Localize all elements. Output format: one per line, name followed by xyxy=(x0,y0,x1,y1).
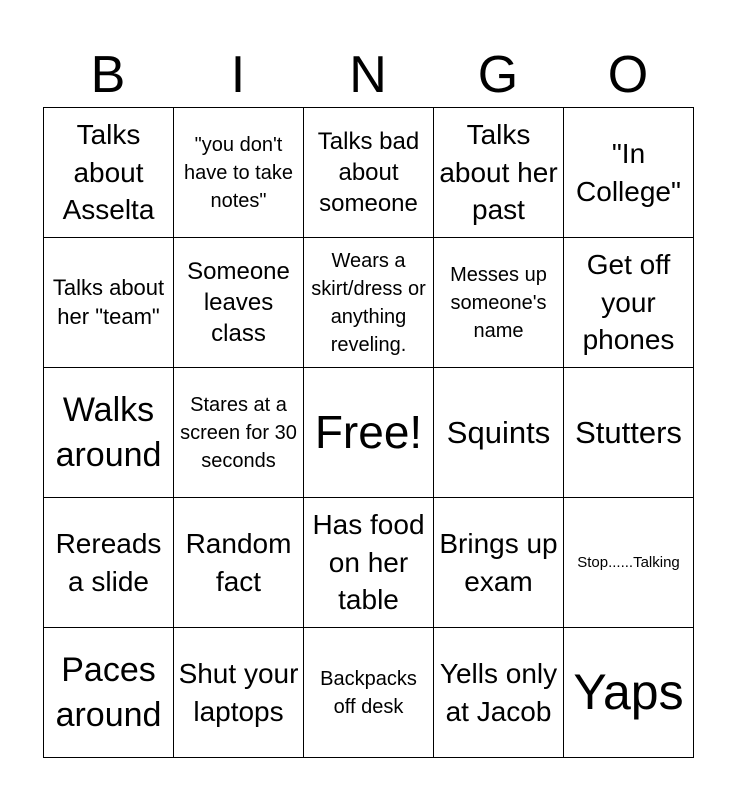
cell-text: Talks about her past xyxy=(439,118,558,226)
bingo-cell[interactable] xyxy=(304,498,434,628)
cell-text: Talks bad about someone xyxy=(317,127,420,218)
bingo-cell[interactable] xyxy=(174,628,304,758)
header-letter-g: G xyxy=(477,46,519,104)
cell-text: Talks about her "team" xyxy=(52,274,165,329)
bingo-cell[interactable] xyxy=(304,238,434,368)
bingo-cell[interactable] xyxy=(304,628,434,758)
cell-text: Paces around xyxy=(55,651,162,734)
cell-text: Stop......Talking xyxy=(577,553,680,571)
bingo-cell[interactable] xyxy=(434,238,564,368)
cell-text: Walks around xyxy=(55,391,162,474)
cell-text: Stutters xyxy=(575,414,682,450)
bingo-cell-free[interactable] xyxy=(304,368,434,498)
bingo-cell[interactable] xyxy=(304,108,434,238)
bingo-cell[interactable] xyxy=(434,368,564,498)
bingo-cell[interactable] xyxy=(174,368,304,498)
header-letter-i: I xyxy=(230,46,246,104)
header-letter-b: B xyxy=(90,46,126,104)
bingo-cell[interactable] xyxy=(174,498,304,628)
cell-text: Has food on her table xyxy=(312,508,425,616)
bingo-cell[interactable] xyxy=(174,108,304,238)
cell-text: "you don't have to take notes" xyxy=(184,133,293,212)
bingo-cell[interactable] xyxy=(564,238,694,368)
bingo-cell[interactable] xyxy=(564,368,694,498)
cell-text: Talks about Asselta xyxy=(62,118,155,226)
bingo-cell[interactable] xyxy=(434,628,564,758)
cell-text: Brings up exam xyxy=(439,527,558,597)
header-letter-n: N xyxy=(349,46,387,104)
cell-text: Someone leaves class xyxy=(187,257,290,348)
bingo-cell[interactable] xyxy=(44,498,174,628)
cell-text: Backpacks off desk xyxy=(320,667,417,718)
bingo-cell[interactable] xyxy=(564,498,694,628)
header-letter-o: O xyxy=(607,46,649,104)
bingo-board xyxy=(43,107,694,758)
bingo-cell[interactable] xyxy=(434,108,564,238)
cell-text: Messes up someone's name xyxy=(450,263,547,342)
bingo-cell[interactable] xyxy=(564,628,694,758)
bingo-header xyxy=(43,44,693,106)
bingo-cell[interactable] xyxy=(434,498,564,628)
cell-text: Free! xyxy=(314,406,423,459)
cell-text: Yaps xyxy=(573,664,684,720)
bingo-cell[interactable] xyxy=(44,368,174,498)
cell-text: "In College" xyxy=(576,137,681,207)
cell-text: Squints xyxy=(446,414,551,450)
bingo-cell[interactable] xyxy=(174,238,304,368)
bingo-cell[interactable] xyxy=(564,108,694,238)
cell-text: Stares at a screen for 30 seconds xyxy=(180,393,297,472)
bingo-cell[interactable] xyxy=(44,238,174,368)
cell-text: Yells only at Jacob xyxy=(439,657,558,727)
cell-text: Shut your laptops xyxy=(178,657,299,727)
cell-text: Get off your phones xyxy=(582,248,675,356)
cell-text: Rereads a slide xyxy=(55,527,162,597)
bingo-cell[interactable] xyxy=(44,108,174,238)
cell-text: Random fact xyxy=(185,527,292,597)
bingo-cell[interactable] xyxy=(44,628,174,758)
cell-text: Wears a skirt/dress or anything reveling. xyxy=(311,249,426,356)
